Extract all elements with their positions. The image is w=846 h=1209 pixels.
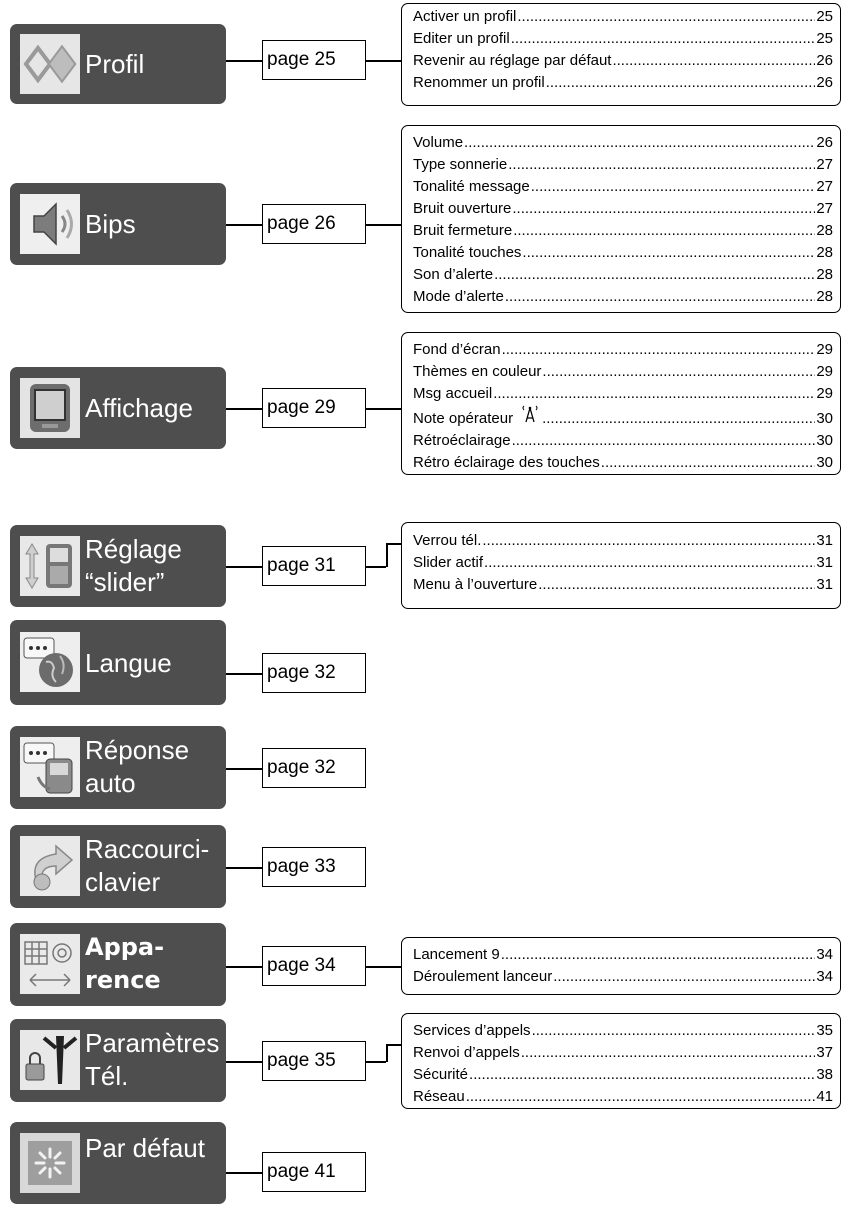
submenu-item: Bruit ouverture ..... 27	[413, 198, 833, 220]
appearance-icon	[20, 934, 80, 994]
submenu-item: Tonalité message ..... 27	[413, 176, 833, 198]
submenu-item: Réseau ..... 41	[413, 1086, 833, 1108]
category-card-affichage	[10, 367, 226, 449]
submenu-item: Renommer un profil ..... 26	[413, 72, 833, 94]
phone-settings-icon	[20, 1030, 80, 1090]
shortcut-icon	[20, 836, 80, 896]
category-title: Réponse auto	[85, 735, 190, 798]
submenu-item: Revenir au réglage par défaut ..... 26	[413, 50, 833, 72]
antenna-icon	[519, 405, 541, 430]
reset-icon	[20, 1133, 80, 1193]
submenu-box	[401, 332, 841, 475]
category-card-apparence	[10, 923, 226, 1006]
submenu-item: Editer un profil ..... 25	[413, 28, 833, 50]
page-reference: page 32	[262, 653, 366, 693]
submenu-item: Note opérateur ..... 30	[413, 405, 833, 430]
submenu-item: Sécurité ..... 38	[413, 1064, 833, 1086]
display-icon	[20, 378, 80, 438]
profile-icon	[20, 34, 80, 94]
category-title: Langue	[85, 648, 172, 678]
submenu-item: Volume ..... 26	[413, 132, 833, 154]
page-reference: page 41	[262, 1152, 366, 1192]
page-reference: page 29	[262, 388, 366, 428]
submenu-box	[401, 522, 841, 609]
category-title: Affichage	[85, 393, 193, 423]
submenu-item: Slider actif ..... 31	[413, 552, 833, 574]
submenu-item: Bruit fermeture ..... 28	[413, 220, 833, 242]
submenu-item: Fond d’écran ..... 29	[413, 339, 833, 361]
speaker-icon	[20, 194, 80, 254]
category-card-profil	[10, 24, 226, 104]
category-title: Appa- rence	[85, 933, 165, 994]
submenu-item: Rétroéclairage ..... 30	[413, 430, 833, 452]
page-reference: page 32	[262, 748, 366, 788]
page-reference: page 33	[262, 847, 366, 887]
page-reference: page 31	[262, 546, 366, 586]
category-title: Raccourci- clavier	[85, 834, 210, 897]
submenu-item: Lancement 9 ..... 34	[413, 944, 833, 966]
submenu-item: Activer un profil ..... 25	[413, 6, 833, 28]
submenu-box	[401, 937, 841, 995]
category-title: Profil	[85, 49, 145, 79]
submenu-item: Rétro éclairage des touches ..... 30	[413, 452, 833, 474]
page-reference: page 34	[262, 946, 366, 986]
page-reference: page 35	[262, 1041, 366, 1081]
category-card-reponse-auto	[10, 726, 226, 809]
submenu-item: Services d’appels ..... 35	[413, 1020, 833, 1042]
submenu-item: Verrou tél. ..... 31	[413, 530, 833, 552]
category-card-par-defaut	[10, 1122, 226, 1204]
submenu-item: Tonalité touches ..... 28	[413, 242, 833, 264]
category-card-slider	[10, 525, 226, 607]
category-title: Bips	[85, 209, 136, 239]
category-card-langue	[10, 620, 226, 705]
category-title: Par défaut	[85, 1133, 205, 1163]
category-card-parametres	[10, 1019, 226, 1102]
category-title: Réglage “slider”	[85, 534, 182, 597]
submenu-item: Renvoi d’appels ..... 37	[413, 1042, 833, 1064]
submenu-item: Mode d’alerte ..... 28	[413, 286, 833, 308]
auto-answer-icon	[20, 737, 80, 797]
submenu-item: Type sonnerie ..... 27	[413, 154, 833, 176]
globe-icon	[20, 632, 80, 692]
category-card-raccourci	[10, 825, 226, 908]
page-reference: page 26	[262, 204, 366, 244]
submenu-item: Menu à l’ouverture ..... 31	[413, 574, 833, 596]
section-profil	[0, 0, 846, 110]
category-card-bips	[10, 183, 226, 265]
submenu-box	[401, 125, 841, 313]
submenu-item: Déroulement lanceur ..... 34	[413, 966, 833, 988]
submenu-item: Son d’alerte ..... 28	[413, 264, 833, 286]
submenu-box	[401, 1013, 841, 1109]
slider-phone-icon	[20, 536, 80, 596]
page-reference: page 25	[262, 40, 366, 80]
submenu-item: Thèmes en couleur ..... 29	[413, 361, 833, 383]
submenu-box	[401, 3, 841, 106]
submenu-item: Msg accueil ..... 29	[413, 383, 833, 405]
category-title: Paramètres Tél.	[85, 1028, 220, 1091]
